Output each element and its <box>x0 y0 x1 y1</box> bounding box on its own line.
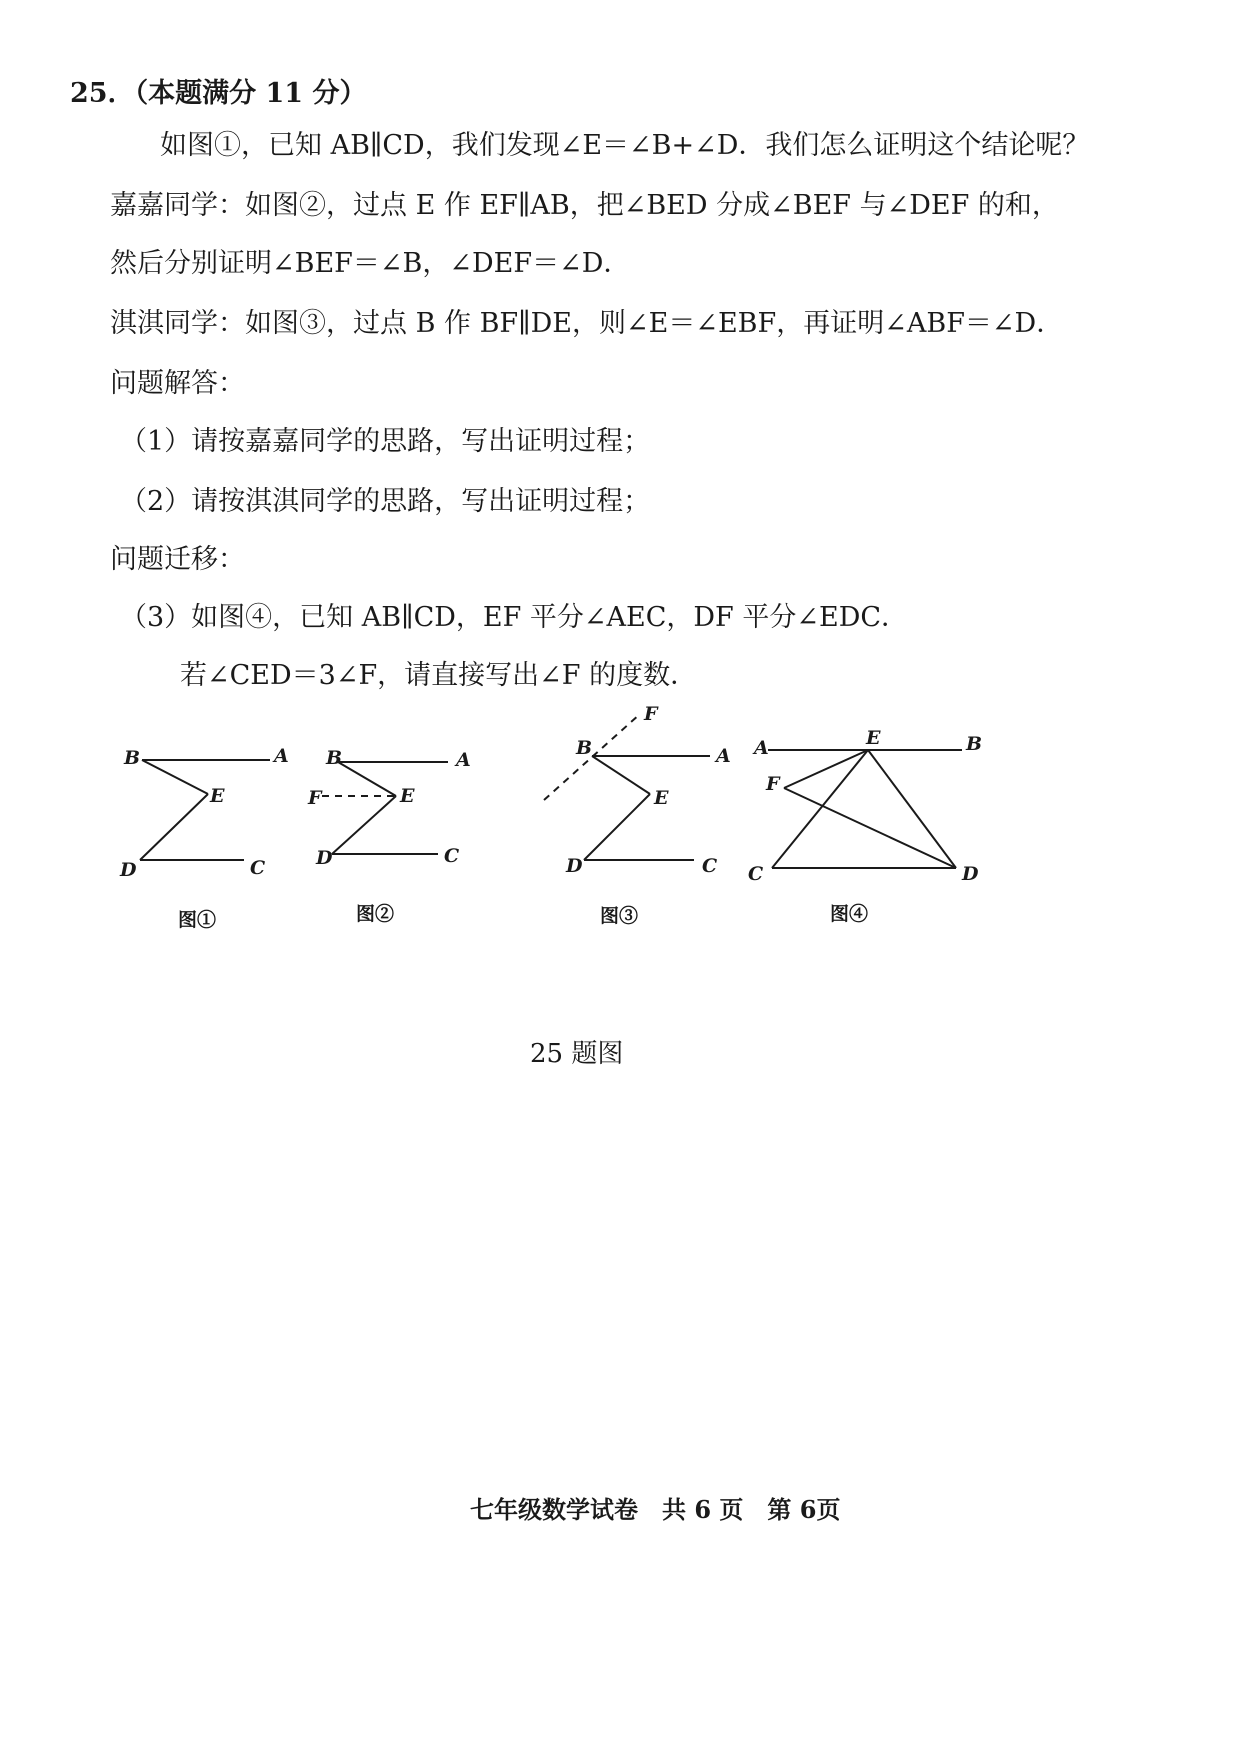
question-intro: 如图①，已知 AB∥CD，我们发现∠E＝∠B+∠D．我们怎么证明这个结论呢？ <box>160 130 1090 161</box>
fig3-label-f: F <box>644 703 658 725</box>
fig3-line-ed <box>584 794 650 860</box>
section-transfer: 问题迁移： <box>110 544 245 575</box>
fig4-label-a: A <box>754 737 769 759</box>
part-2: （2）请按淇淇同学的思路，写出证明过程； <box>120 486 651 517</box>
fig4-label-b: B <box>966 733 983 755</box>
fig3-line-be <box>592 756 650 794</box>
part-1: （1）请按嘉嘉同学的思路，写出证明过程； <box>120 426 651 457</box>
part-3-line1: （3）如图④，已知 AB∥CD，EF 平分∠AEC，DF 平分∠EDC． <box>120 602 908 633</box>
page-footer: 七年级数学试卷 共 6 页 第 6页 <box>470 1495 841 1524</box>
fig1-caption: 图① <box>178 909 217 931</box>
fig4-label-e: E <box>866 727 881 749</box>
fig4-line-ec <box>772 750 868 868</box>
fig4-label-f: F <box>766 773 780 795</box>
figures <box>0 703 1241 1040</box>
part-3-line2: 若∠CED＝3∠F，请直接写出∠F 的度数． <box>180 660 698 691</box>
qiqi-idea: 淇淇同学：如图③，过点 B 作 BF∥DE，则∠E＝∠EBF，再证明∠ABF＝∠D． <box>110 308 1064 339</box>
jiajia-idea-line1: 嘉嘉同学：如图②，过点 E 作 EF∥AB，把∠BED 分成∠BEF 与∠DEF 的和， <box>110 190 1059 221</box>
fig2-label-b: B <box>326 747 343 769</box>
fig2-label-f: F <box>308 787 322 809</box>
fig3-label-b: B <box>576 737 593 759</box>
figure-4 <box>748 727 982 925</box>
fig4-label-d: D <box>962 863 979 885</box>
fig1-label-d: D <box>120 859 137 881</box>
fig1-label-e: E <box>210 785 225 807</box>
fig3-label-c: C <box>702 855 718 877</box>
fig2-line-ed <box>332 796 396 854</box>
fig1-line-be <box>142 760 208 794</box>
figure-3 <box>544 703 731 927</box>
fig1-line-ed <box>140 794 208 860</box>
fig2-label-e: E <box>400 785 415 807</box>
fig4-caption: 图④ <box>830 903 869 925</box>
fig3-label-a: A <box>716 745 731 767</box>
figure-1 <box>119 745 289 931</box>
question-header: 25．（本题满分 11 分） <box>70 78 367 109</box>
fig1-label-a: A <box>274 745 289 767</box>
fig4-line-fd <box>784 788 956 868</box>
figure-2 <box>307 747 471 925</box>
fig4-label-c: C <box>748 863 764 885</box>
fig4-line-ed <box>868 750 956 868</box>
fig3-label-e: E <box>654 787 669 809</box>
jiajia-idea-line2: 然后分别证明∠BEF＝∠B，∠DEF＝∠D． <box>110 248 631 279</box>
fig2-label-a: A <box>456 749 471 771</box>
fig2-label-c: C <box>444 845 460 867</box>
section-answer: 问题解答： <box>110 368 245 399</box>
fig4-line-ef <box>784 750 868 788</box>
fig1-label-b: B <box>124 747 141 769</box>
figure-main-caption: 25 题图 <box>530 1039 624 1069</box>
fig2-line-be <box>338 762 396 796</box>
fig1-label-c: C <box>250 857 266 879</box>
fig2-caption: 图② <box>356 903 395 925</box>
fig3-label-d: D <box>566 855 583 877</box>
fig3-caption: 图③ <box>600 905 639 927</box>
fig2-label-d: D <box>316 847 333 869</box>
